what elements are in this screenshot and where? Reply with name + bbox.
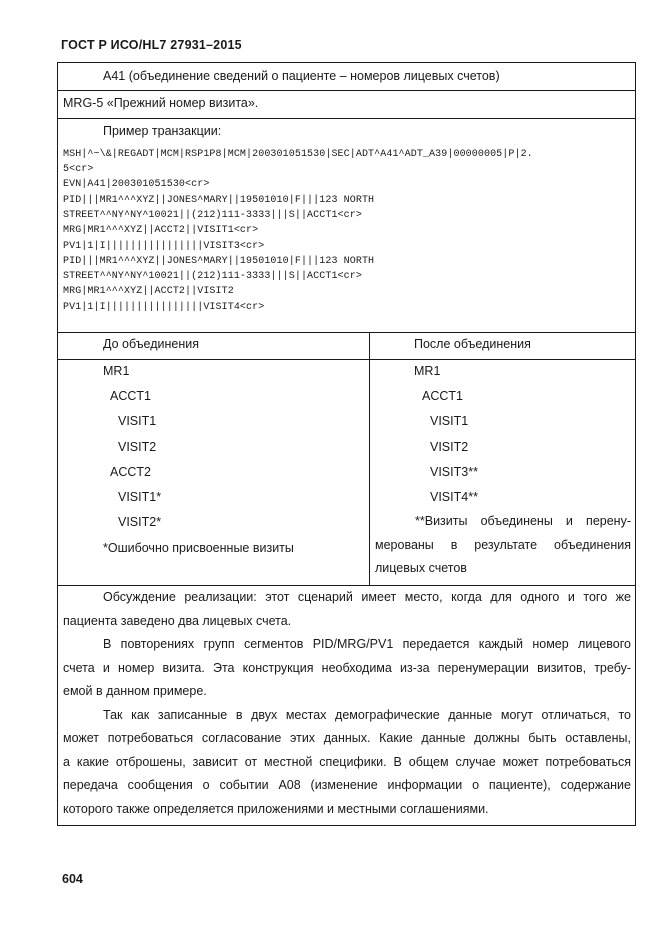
discussion-paragraph: В повторениях групп сегментов PID/MRG/PV1 передается каждый номер лицевого счета и номер визита. Эта конструкция необходима из-за перенумерации визитов, требу- емой в данном примере. (63, 637, 631, 698)
tree-node-account: ACCT1 (110, 389, 151, 403)
before-header: До объединения (103, 337, 200, 351)
event-row-text: А41 (объединение сведений о пациенте – номеров лицевых счетов) (103, 69, 500, 83)
transaction-line: 5<cr> (63, 164, 94, 175)
before-footnote: *Ошибочно присвоенные визиты (103, 541, 294, 555)
transaction-line: PV1|1|I||||||||||||||||VISIT3<cr> (63, 241, 265, 252)
document-header: ГОСТ Р ИСО/HL7 27931–2015 (61, 38, 242, 52)
tree-node-mr: MR1 (414, 364, 441, 378)
tree-node-visit: VISIT1* (118, 490, 162, 504)
transaction-line: STREET^^NY^NY^10021||(212)111-3333|||S||ACCT1<cr> (63, 210, 362, 221)
after-footnote (375, 510, 631, 581)
tree-node-visit: VISIT2 (118, 440, 157, 454)
transaction-line: MRG|MR1^^^XYZ||ACCT2||VISIT2 (63, 286, 234, 297)
divider (58, 359, 635, 360)
tree-node-visit: VISIT4** (430, 490, 478, 504)
footnote-line: **Визиты объединены и перену- (415, 514, 631, 528)
transaction-line: PID|||MR1^^^XYZ||JONES^MARY||19501010|F|||123 NORTH (63, 256, 375, 267)
transaction-line: PID|||MR1^^^XYZ||JONES^MARY||19501010|F|||123 NORTH (63, 195, 375, 206)
discussion-paragraph: Обсуждение реализации: этот сценарий имеет место, когда для одного и того же пациента заведено два лицевых счета. (63, 590, 631, 628)
segment-row-text: MRG-5 «Прежний номер визита». (63, 96, 259, 110)
divider (58, 332, 635, 333)
transaction-line: MSH|^~\&|REGADT|MCM|RSP1P8|MCM|200301051530|SEC|ADT^A41^ADT_A39|00000005|P|2. (63, 149, 533, 160)
tree-node-account: ACCT2 (110, 465, 151, 479)
tree-node-visit: VISIT2* (118, 515, 162, 529)
tree-node-mr: MR1 (103, 364, 130, 378)
divider (58, 90, 635, 91)
divider (58, 118, 635, 119)
transaction-line: EVN|A41|200301051530<cr> (63, 179, 210, 190)
tree-node-account: ACCT1 (422, 389, 463, 403)
discussion-text (63, 586, 631, 821)
example-title: Пример транзакции: (103, 124, 222, 138)
transaction-line: MRG|MR1^^^XYZ||ACCT2||VISIT1<cr> (63, 225, 259, 236)
transaction-line: PV1|1|I||||||||||||||||VISIT4<cr> (63, 302, 265, 313)
tree-node-visit: VISIT3** (430, 465, 478, 479)
tree-node-visit: VISIT1 (118, 414, 157, 428)
discussion-paragraph: Так как записанные в двух местах демографические данные могут отличаться, то может потребоваться согласование этих данных. Какие данные должны быть оставлены, а какие отброшены, зависит от местной специфики. В общем случае может потребоваться передача сообщения о событии А08 (изменение информации о пациенте), содержание которого также определяется приложениями и местными соглашениями. (63, 707, 631, 816)
transaction-line: STREET^^NY^NY^10021||(212)111-3333|||S||ACCT1<cr> (63, 271, 362, 282)
after-header: После объединения (414, 337, 531, 351)
footnote-line: мерованы в результате объединения (375, 537, 631, 552)
document-table (57, 62, 636, 826)
column-divider (369, 332, 370, 585)
footnote-line: лицевых счетов (375, 561, 467, 575)
page-number: 604 (62, 872, 83, 886)
tree-node-visit: VISIT2 (430, 440, 469, 454)
tree-node-visit: VISIT1 (430, 414, 469, 428)
